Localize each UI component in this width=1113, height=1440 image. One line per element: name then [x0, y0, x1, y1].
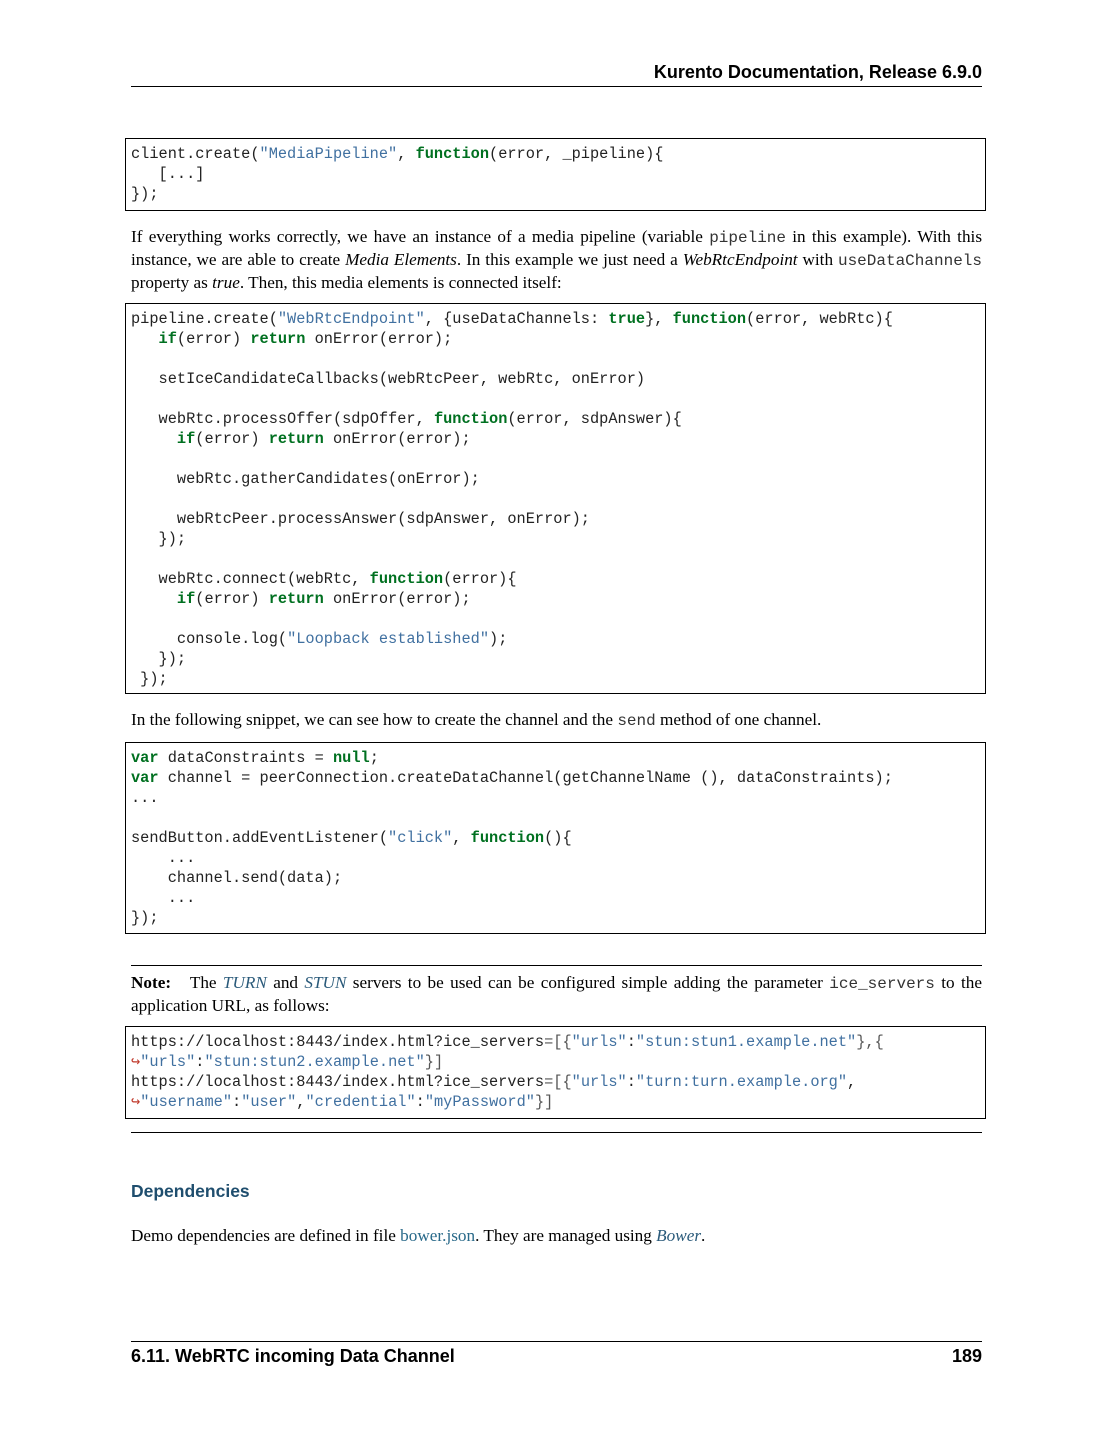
paragraph-pipeline-instance: If everything works correctly, we have an instance of a media pipeline (variable pipeline in this example). With this instance, we are able to create Media Elements. In this example we just need a WebRtcEndpoint with useDataChannels property as true. Then, this media elements is connected itself:	[131, 227, 983, 292]
code-line	[131, 908, 985, 928]
page-number: 189	[951, 1346, 982, 1366]
inline-code-usedatachannels: useDataChannels	[837, 252, 982, 270]
code-token: function	[415, 145, 490, 163]
code-token: }]	[424, 1053, 444, 1071]
code-token: function	[470, 829, 545, 847]
code-line	[131, 164, 985, 184]
code-line	[131, 309, 985, 329]
inline-code-send: send	[617, 712, 656, 730]
code-line	[131, 629, 985, 649]
code-token: return	[268, 430, 324, 448]
code-token: onError(error);	[323, 430, 471, 448]
footer-section-title: 6.11. WebRTC incoming Data Channel	[131, 1346, 455, 1366]
code-token: "urls"	[571, 1073, 627, 1091]
code-token: ;	[369, 749, 379, 767]
code-token: if	[176, 590, 196, 608]
code-token: "stun:stun2.example.net"	[204, 1053, 425, 1071]
header-rule	[131, 86, 982, 87]
code-token: });	[131, 530, 187, 548]
code-token: (){	[544, 829, 572, 847]
code-token: :	[626, 1033, 636, 1051]
inline-code-pipeline: pipeline	[709, 229, 786, 247]
code-token: :	[232, 1093, 242, 1111]
code-token: ,	[847, 1073, 857, 1091]
code-token: function	[672, 310, 747, 328]
code-block-ice-servers-urls	[125, 1026, 986, 1119]
code-token: dataConstraints =	[158, 749, 333, 767]
code-token: "Loopback established"	[287, 630, 490, 648]
code-token: return	[250, 330, 306, 348]
code-token: if	[158, 330, 177, 348]
code-block-webrtc-endpoint	[125, 303, 986, 694]
code-token: var	[131, 749, 159, 767]
code-line	[131, 329, 985, 349]
link-bower-json[interactable]: bower.json	[400, 1226, 476, 1245]
code-token: (error)	[176, 330, 251, 348]
code-token: }]	[534, 1093, 554, 1111]
code-token: sendButton.addEventListener(	[131, 829, 389, 847]
link-turn[interactable]: TURN	[222, 973, 267, 992]
code-token: if	[176, 430, 196, 448]
note-bottom-rule	[131, 1132, 982, 1133]
code-token: });	[131, 670, 168, 688]
code-token: onError(error);	[323, 590, 471, 608]
code-block-data-channel	[125, 742, 986, 934]
code-line	[131, 768, 985, 788]
code-line	[131, 609, 985, 629]
code-token: [...]	[131, 165, 205, 183]
inline-code-ice-servers: ice_servers	[829, 975, 935, 993]
code-token: ...	[131, 789, 159, 807]
code-token	[131, 590, 177, 608]
code-token: channel.send(data);	[131, 869, 343, 887]
code-line	[131, 549, 985, 569]
code-token: function	[369, 570, 444, 588]
code-token: onError(error);	[305, 330, 453, 348]
code-line	[131, 1092, 985, 1112]
code-line	[131, 144, 985, 164]
code-token: return	[268, 590, 324, 608]
code-token: :	[415, 1093, 425, 1111]
code-line	[131, 489, 985, 509]
code-line	[131, 509, 985, 529]
code-line	[131, 649, 985, 669]
code-token: "stun:stun1.example.net"	[635, 1033, 857, 1051]
code-token	[131, 430, 177, 448]
code-line	[131, 788, 985, 808]
code-token: (error)	[195, 430, 269, 448]
code-line	[131, 409, 985, 429]
code-token: function	[433, 410, 508, 428]
code-token: });	[131, 185, 159, 203]
code-line	[131, 389, 985, 409]
code-line	[131, 369, 985, 389]
code-token: ...	[131, 849, 196, 867]
emphasis-webrtcendpoint: WebRtcEndpoint	[682, 250, 798, 269]
code-line	[131, 1072, 985, 1092]
code-token: });	[131, 909, 159, 927]
code-token: webRtcPeer.processAnswer(sdpAnswer, onError);	[131, 510, 590, 528]
code-token: setIceCandidateCallbacks(webRtcPeer, webRtc, onError)	[131, 370, 646, 388]
code-token: ...	[131, 889, 196, 907]
code-token: (error, _pipeline){	[489, 145, 664, 163]
code-token: "myPassword"	[424, 1093, 535, 1111]
code-token: var	[131, 769, 159, 787]
code-token: =[{	[544, 1033, 572, 1051]
code-token: =[{	[544, 1073, 572, 1091]
code-token: null	[332, 749, 370, 767]
code-token: :	[195, 1053, 205, 1071]
section-heading-dependencies: Dependencies	[131, 1181, 250, 1201]
code-line	[131, 868, 985, 888]
code-token: "MediaPipeline"	[259, 145, 398, 163]
code-line	[131, 529, 985, 549]
code-token: (error){	[443, 570, 517, 588]
code-line	[131, 1032, 985, 1052]
code-token: );	[489, 630, 508, 648]
code-line	[131, 569, 985, 589]
code-token: client.create(	[131, 145, 260, 163]
code-token: , {useDataChannels:	[424, 310, 609, 328]
code-token: "urls"	[140, 1053, 196, 1071]
code-token: :	[626, 1073, 636, 1091]
code-token: webRtc.processOffer(sdpOffer,	[131, 410, 434, 428]
code-line	[131, 828, 985, 848]
code-line	[131, 808, 985, 828]
code-token: true	[608, 310, 646, 328]
running-header: Kurento Documentation, Release 6.9.0	[653, 62, 982, 82]
code-token: "username"	[140, 1093, 233, 1111]
code-token: (error)	[195, 590, 269, 608]
code-line	[131, 429, 985, 449]
emphasis-true: true	[212, 273, 240, 292]
code-token: });	[131, 650, 187, 668]
code-token: "WebRtcEndpoint"	[277, 310, 425, 328]
paragraph-channel-snippet: In the following snippet, we can see how to create the channel and the send method of one channel.	[131, 710, 822, 730]
code-line	[131, 469, 985, 489]
code-token: (error, webRtc){	[746, 310, 893, 328]
emphasis-media-elements: Media Elements	[345, 250, 457, 269]
code-line	[131, 184, 985, 204]
code-token: (error, sdpAnswer){	[507, 410, 682, 428]
code-line	[131, 669, 985, 689]
code-line	[131, 888, 985, 908]
code-line	[131, 349, 985, 369]
code-token: webRtc.gatherCandidates(onError);	[131, 470, 480, 488]
code-token: pipeline.create(	[131, 310, 278, 328]
code-token: channel = peerConnection.createDataChannel(getChannelName (), dataConstraints);	[158, 769, 893, 787]
code-token	[131, 330, 159, 348]
footer-rule	[131, 1341, 982, 1342]
link-bower[interactable]: Bower	[656, 1226, 702, 1245]
code-token: "urls"	[571, 1033, 627, 1051]
code-block-create-pipeline	[125, 138, 986, 211]
code-line	[131, 1052, 985, 1072]
code-token: webRtc.connect(webRtc,	[131, 570, 370, 588]
running-footer	[131, 1346, 982, 1367]
code-token: ,	[397, 145, 416, 163]
code-token: "user"	[241, 1093, 297, 1111]
note-text: Note: The TURN and STUN servers to be used can be configured simple adding the parameter ice_servers to the application URL, as follows:	[131, 973, 982, 1015]
note-top-rule	[131, 965, 982, 966]
paragraph-dependencies: Demo dependencies are defined in file bower.json. They are managed using Bower.	[131, 1226, 706, 1245]
code-line	[131, 848, 985, 868]
code-token: },{	[856, 1033, 884, 1051]
code-token: https://localhost:8443/index.html?ice_servers	[131, 1033, 545, 1051]
code-line	[131, 748, 985, 768]
link-stun[interactable]: STUN	[304, 973, 347, 992]
line-continuation-icon: ↪	[131, 1093, 141, 1111]
code-token: "click"	[388, 829, 453, 847]
code-line	[131, 589, 985, 609]
code-token: console.log(	[131, 630, 288, 648]
code-token: "credential"	[305, 1093, 416, 1111]
code-token: ,	[296, 1093, 306, 1111]
code-token: ,	[452, 829, 471, 847]
line-continuation-icon: ↪	[131, 1053, 141, 1071]
code-token: "turn:turn.example.org"	[635, 1073, 848, 1091]
code-token: https://localhost:8443/index.html?ice_servers	[131, 1073, 545, 1091]
note-label: Note:	[131, 973, 172, 992]
code-line	[131, 449, 985, 469]
code-token: },	[645, 310, 673, 328]
